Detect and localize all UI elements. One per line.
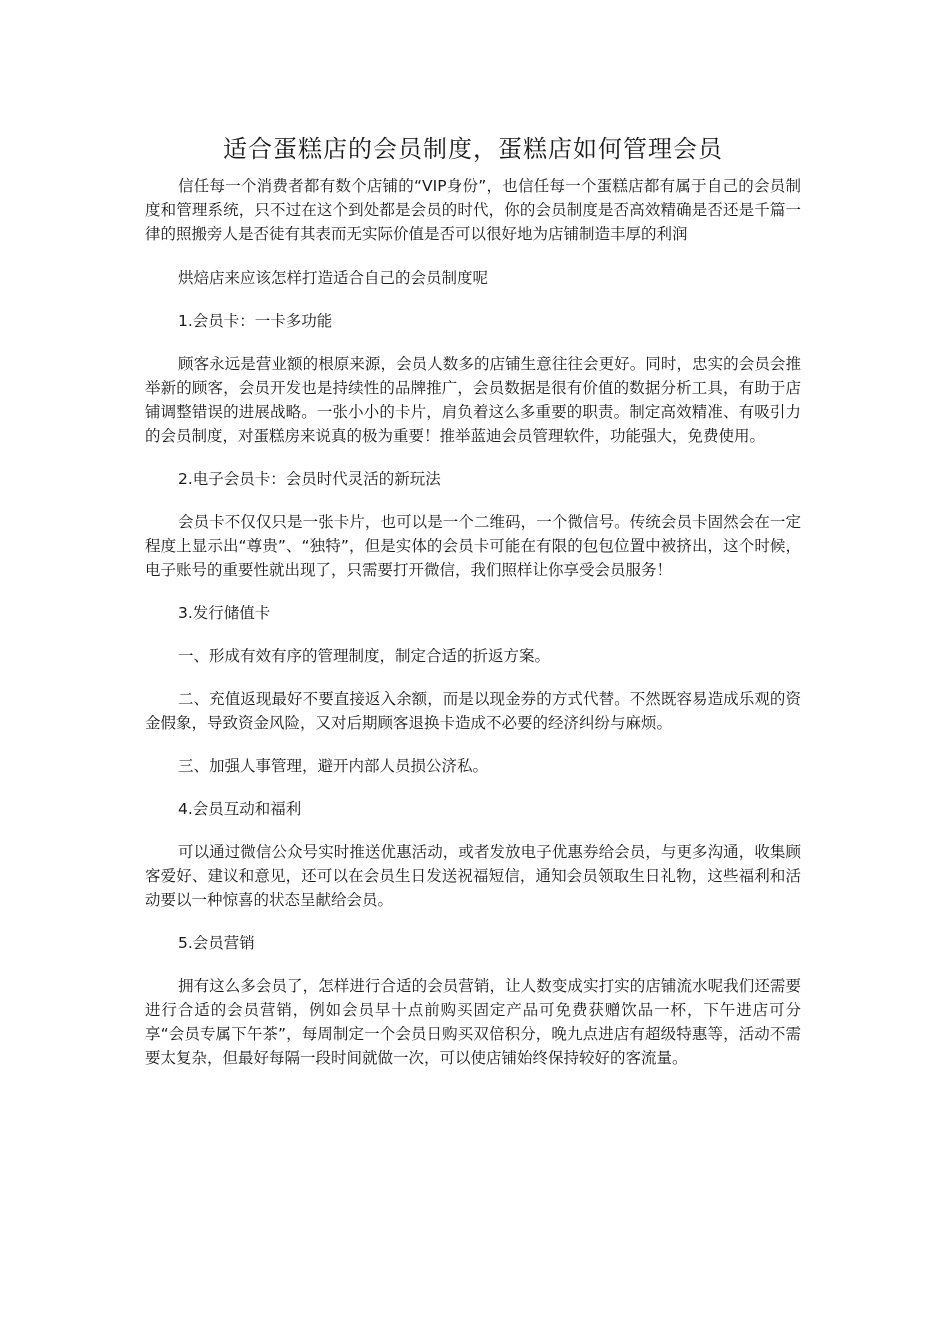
section-1-paragraph: 顾客永远是营业额的根原来源，会员人数多的店铺生意往往会更好。同时，忠实的会员会推举新的顾客，会员开发也是持续性的品牌推广，会员数据是很有价值的数据分析工具，有助于店铺调整错误的进展战略。一张小小的卡片，肩负着这么多重要的职责。制定高效精准、有吸引力的会员制度，对蛋糕房来说真的极为重要！推举蓝迪会员管理软件，功能强大，免费使用。 bbox=[145, 355, 801, 445]
section-heading-5: 5.会员营销 bbox=[178, 934, 255, 952]
section-2-paragraph: 会员卡不仅仅只是一张卡片，也可以是一个二维码，一个微信号。传统会员卡固然会在一定程度上显示出“尊贵”、“独特”，但是实体的会员卡可能在有限的包包位置中被挤出，这个时候，电子账号的重要性就出现了，只需要打开微信，我们照样让你享受会员服务！ bbox=[145, 513, 801, 579]
section-3-item-2: 二、充值返现最好不要直接返入余额，而是以现金券的方式代替。不然既容易造成乐观的资金假象，导致资金风险，又对后期顾客退换卡造成不必要的经济纠纷与麻烦。 bbox=[145, 690, 801, 732]
section-heading-3: 3.发行储值卡 bbox=[178, 604, 271, 622]
section-4-paragraph: 可以通过微信公众号实时推送优惠活动，或者发放电子优惠券给会员，与更多沟通，收集顾客爱好、建议和意见，还可以在会员生日发送祝福短信，通知会员领取生日礼物，这些福利和活动要以一种惊喜的状态呈献给会员。 bbox=[145, 843, 801, 909]
document-title: 适合蛋糕店的会员制度，蛋糕店如何管理会员 bbox=[223, 135, 723, 163]
section-heading-1: 1.会员卡：一卡多功能 bbox=[178, 312, 333, 330]
intro-paragraph: 信任每一个消费者都有数个店铺的“VIP身份”，也信任每一个蛋糕店都有属于自己的会员制度和管理系统，只不过在这个到处都是会员的时代，你的会员制度是否高效精确是否还是千篇一律的照搬旁人是否徒有其表而无实际价值是否可以很好地为店铺制造丰厚的利润 bbox=[145, 177, 801, 243]
section-3-item-1: 一、形成有效有序的管理制度，制定合适的折返方案。 bbox=[178, 647, 551, 665]
section-heading-4: 4.会员互动和福利 bbox=[178, 800, 302, 818]
section-heading-2: 2.电子会员卡：会员时代灵活的新玩法 bbox=[178, 470, 441, 488]
section-question: 烘焙店来应该怎样打造适合自己的会员制度呢 bbox=[178, 269, 489, 287]
section-3-item-3: 三、加强人事管理，避开内部人员损公济私。 bbox=[178, 757, 489, 775]
document-page bbox=[145, 132, 801, 1089]
section-5-paragraph: 拥有这么多会员了，怎样进行合适的会员营销，让人数变成实打实的店铺流水呢我们还需要进行合适的会员营销，例如会员早十点前购买固定产品可免费获赠饮品一杯，下午进店可分享“会员专属下午茶”，每周制定一个会员日购买双倍积分，晚九点进店有超级特惠等，活动不需要太复杂，但最好每隔一段时间就做一次，可以使店铺始终保持较好的客流量。 bbox=[145, 977, 801, 1067]
